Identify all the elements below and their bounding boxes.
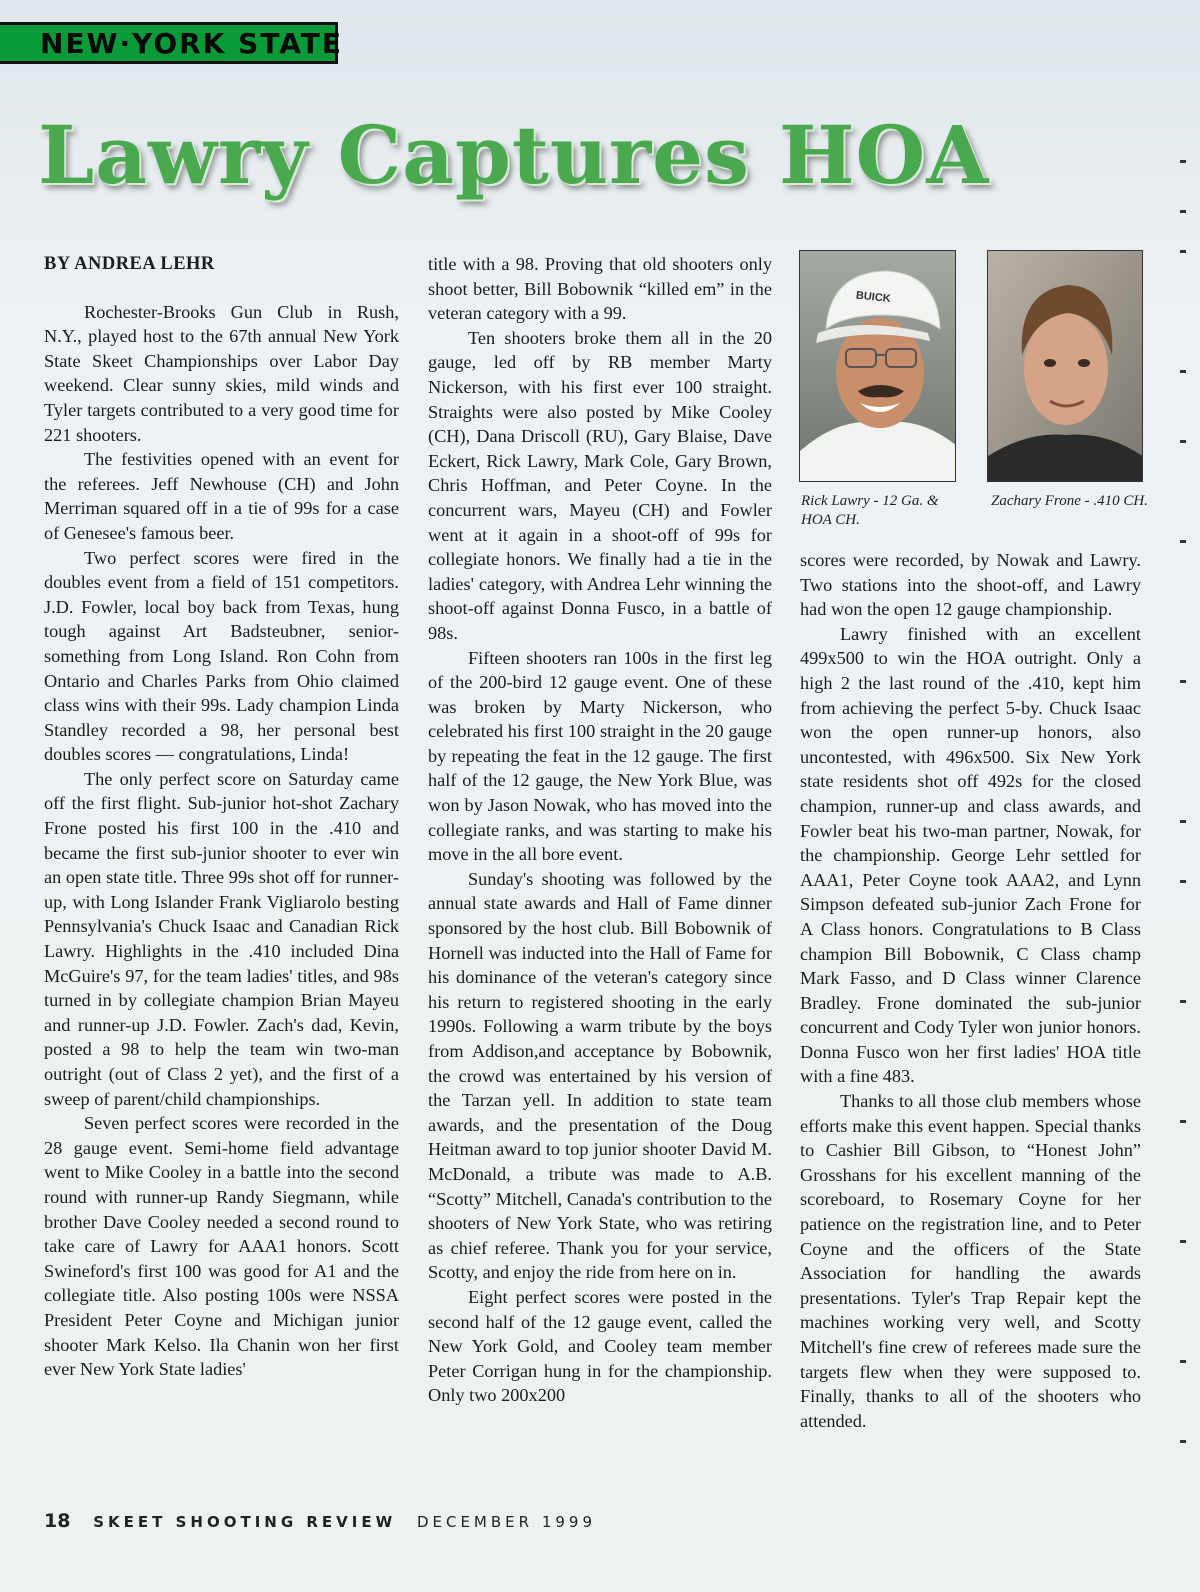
paragraph: Lawry finished with an excellent 499x500 to win the HOA outright. Only a high 2 the last round of the .410, kept him from achieving the perfect 5-by. Chuck Isaac won the open runner-up honors, also uncontested, with 496x500. Six New York state residents shot off 492s for the closed champion, runner-up and class awards, and Fowler beat his two-man partner, Nowak, for the championship. George Lehr settled for AAA1, Peter Coyne took AAA2, and Lynn Simpson defeated sub-junior Zach Frone for A Class honors. Congratulations to B Class champion Bill Bobownik, C Class champ Mark Fasso, and D Class winner Clarence Bradley. Frone dominated the sub-junior concurrent and Cody Tyler won junior honors. Donna Fusco won her first ladies' HOA title with a fine 483. (800, 623, 1141, 1087)
paragraph: The only perfect score on Saturday came off the first flight. Sub-junior hot-shot Zachary Frone posted his first 100 in the .410 and became the first sub-junior shooter to ever win an open state title. Three 99s shot off for runner-up, with Long Islander Frank Vigliarolo besting Pennsylvania's Chuck Isaac and Canadian Rick Lawry. Highlights in the .410 included Dina McGuire's 97, for the team ladies' titles, and 98s turned in by collegiate champion Brian Mayeu and runner-up J.D. Fowler. Zach's dad, Kevin, posted a 98 to help the team win two-man outright (out of Class 2 yet), and the first of a sweep of parent/child championships. (44, 768, 399, 1109)
paragraph: Eight perfect scores were posted in the second half of the 12 gauge event, called the New York Gold, and Cooley team member Peter Corrigan hung in for the championship. Only two 200x200 (428, 1286, 772, 1406)
article-column-1 (44, 252, 399, 1382)
paragraph: Fifteen shooters ran 100s in the first leg of the 200-bird 12 gauge event. One of these was broken by Marty Nickerson, who celebrated his first 100 straight in the 20 gauge by repeating the feat in the 12 gauge. The first half of the 12 gauge, the New York Blue, was won by Jason Nowak, who has moved into the collegiate ranks, and was starting to make his move in the all bore event. (428, 647, 772, 865)
page-footer (44, 1510, 596, 1532)
page-number: 18 (44, 1510, 71, 1532)
paragraph: title with a 98. Proving that old shooters only shoot better, Bill Bobownik “killed em” in the veteran category with a 99. (428, 254, 772, 324)
photo-caption-rick-lawry: Rick Lawry - 12 Ga. & HOA CH. (801, 493, 939, 528)
cap-logo-text: BUICK (855, 289, 892, 306)
paragraph: Seven perfect scores were recorded in the 28 gauge event. Semi-home field advantage went to Mike Cooley in a battle into the second round with runner-up Randy Siegmann, while brother Dave Cooley needed a second round to take care of Lawry for AAA1 honors. Scott Swineford's first 100 was good for A1 and the collegiate title. Also posting 100s were NSSA President Peter Coyne and Michigan junior shooter Mark Kelso. Ila Chanin won her first ever New York State ladies' (44, 1113, 399, 1380)
photo-rick-lawry (799, 250, 956, 482)
portrait-man-with-cap (800, 251, 956, 482)
scan-edge-marks (1170, 120, 1200, 1520)
headline: Lawry Captures HOA (38, 108, 990, 202)
magazine-name: SKEET SHOOTING REVIEW (93, 1513, 397, 1531)
portrait-boy (988, 251, 1143, 482)
section-tag: NEW·YORK STATE (0, 22, 338, 64)
issue-date: DECEMBER 1999 (416, 1513, 596, 1531)
paragraph: Thanks to all those club members whose efforts make this event happen. Special thanks to Cashier Bill Gibson, to “Honest John” Grosshans for his excellent manning of the scoreboard, to Rosemary Coyne for her patience on the registration line, and to Peter Coyne and the officers of the State Association for handling the awards presentations. Tyler's Trap Repair kept the machines working very well, and Scotty Mitchell's fine crew of referees made sure the targets flew when they were supposed to. Finally, thanks to all of the shooters who attended. (800, 1091, 1141, 1431)
paragraph: Ten shooters broke them all in the 20 gauge, led off by RB member Marty Nickerson, with his first ever 100 straight. Straights were also posted by Mike Cooley (CH), Dana Driscoll (RU), Gary Blaise, Dave Eckert, Rick Lawry, Mark Cole, Gary Brown, Chris Hoffman, and Peter Coyne. In the concurrent wars, Mayeu (CH) and Fowler went at it again in a shoot-off of 99s for collegiate honors. We finally had a tie in the ladies' category, with Andrea Lehr winning the shoot-off against Donna Fusco, in a battle of 98s. (428, 327, 772, 643)
article-column-2 (428, 252, 772, 1408)
paragraph: Rochester-Brooks Gun Club in Rush, N.Y., played host to the 67th annual New York State Skeet Championships over Labor Day weekend. Clear sunny skies, mild winds and Tyler targets contributed to a very good time for 221 shooters. (44, 301, 399, 445)
paragraph: scores were recorded, by Nowak and Lawry. Two stations into the shoot-off, and Lawry had won the open 12 gauge championship. (800, 550, 1141, 620)
photo-caption-zachary-frone: Zachary Frone - .410 CH. (991, 493, 1148, 509)
paragraph: Two perfect scores were fired in the doubles event from a field of 151 competitors. J.D. Fowler, local boy back from Texas, hung tough against Art Badsteubner, senior-something from Long Island. Ron Cohn from Ontario and Charles Parks from Ohio claimed class wins with their 99s. Lady champion Linda Standley recorded a 98, her personal best doubles scores — congratulations, Linda! (44, 547, 399, 765)
paragraph: Sunday's shooting was followed by the annual state awards and Hall of Fame dinner sponsored by the host club. Bill Bobownik of Hornell was inducted into the Hall of Fame for his dominance of the veteran's category since his return to registered shooting in the early 1990s. Following a warm tribute by the boys from Addison,and acceptance by Bobownik, the crowd was entertained by his version of the Tarzan yell. In addition to state team awards, and the presentation of the Doug Heitman award to top junior shooter David M. McDonald, a tribute was made to A.B. “Scotty” Mitchell, Canada's contribution to the shooters of New York State, who was retiring as chief referee. Thank you for your service, Scotty, and enjoy the ride from here on in. (428, 868, 772, 1283)
byline: BY ANDREA LEHR (44, 254, 215, 274)
photo-zachary-frone (987, 250, 1143, 482)
article-column-3 (800, 548, 1141, 1433)
paragraph: The festivities opened with an event for the referees. Jeff Newhouse (CH) and John Merriman squared off in a tie of 99s for a case of Genesee's famous beer. (44, 449, 399, 543)
